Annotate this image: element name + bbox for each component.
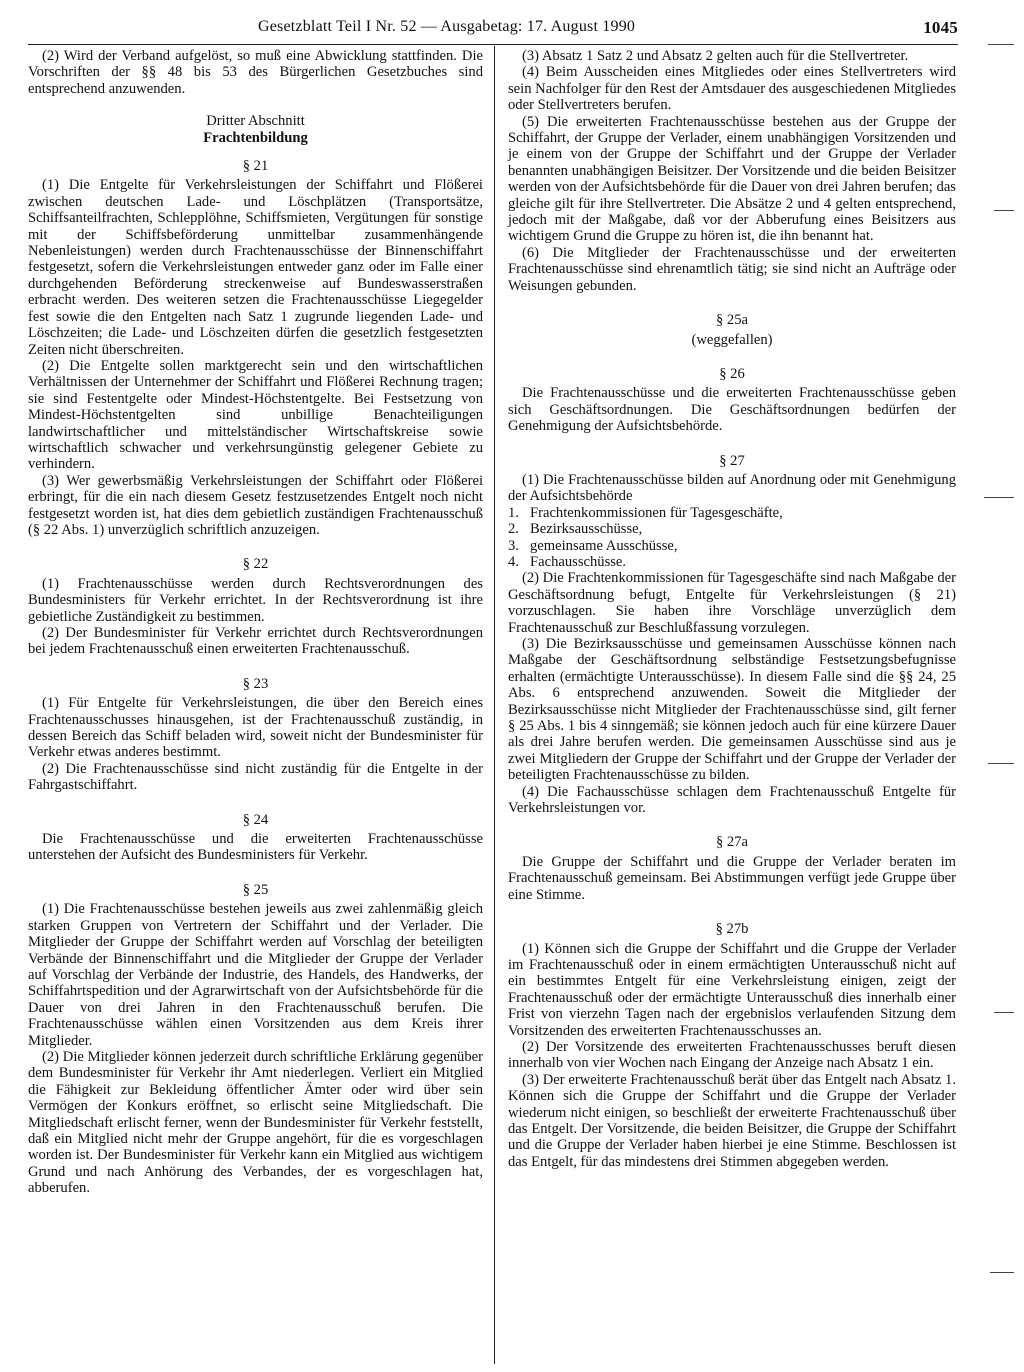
s25-paragraph-1: (1) Die Frachtenausschüsse bestehen jeweils aus zwei zahlenmäßig gleich starken Gruppen von Vertretern der Schiffahrt und der Verlader. Die Mitglieder der Gruppe der Schiffahrt werden auf Vorschlag der beteiligten Verbände der Binnenschiffahrt und die Mitglieder der Gruppe der Verlader auf Vorschlag der Verbände der Industrie, des Handels, des Handwerks, der Schiffahrtspedition und der Agrarwirtschaft von der Aufsichtsbehörde für die Dauer von drei Jahren in den Frachtenausschuß berufen. Die Frachtenausschüsse wählen einen Vorsitzenden aus dem Kreis ihrer Mitglieder. xyxy=(28,901,483,1049)
section-title-25a: § 25a xyxy=(715,312,749,329)
chapter-label: Dritter Abschnitt xyxy=(206,113,305,130)
right-column xyxy=(508,48,956,1170)
margin-mark xyxy=(990,1272,1014,1273)
s27a-paragraph-1: Die Gruppe der Schiffahrt und die Gruppe der Verlader beraten im Frachtenausschuß gemeinsam. Bei Abstimmungen verfügt jede Gruppe über eine Stimme. xyxy=(508,853,956,903)
margin-mark xyxy=(988,44,1014,45)
s27b-paragraph-2: (2) Der Vorsitzende des erweiterten Frachtenausschusses beruft diesen innerhalb von vier Wochen nach Eingang der Anzeige nach Absatz 1 ein. xyxy=(508,1038,956,1072)
margin-mark xyxy=(994,210,1014,211)
section-title-23: § 23 xyxy=(242,675,269,692)
s21-paragraph-2: (2) Die Entgelte sollen marktgerecht sein und den wirtschaftlichen Verhältnissen der Unternehmer der Schiffahrt und Flößerei Rechnung tragen; sie sind Festentgelte oder Mindest-Höchstentgelte. Bei Festsetzung von Mindest-Höchstentgelten sind unbillige Benachteiligungen landwirtschaftlicher und mittelständischer Wirtschaftskreise sowie wirtschaftlich schwacher und verkehrsungünstig gelegener Gebiete zu verhindern. xyxy=(28,357,483,473)
list-item: 3. gemeinsame Ausschüsse, xyxy=(508,537,678,554)
paragraph-abwicklung: (2) Wird der Verband aufgelöst, so muß eine Abwicklung stattfinden. Die Vorschriften der §§ 48 bis 53 des Bürgerlichen Gesetzbuches sind entsprechend anzuwenden. xyxy=(28,48,483,97)
s22-paragraph-2: (2) Der Bundesminister für Verkehr errichtet durch Rechtsverordnungen bei jedem Frachtenausschuß einen erweiterten Frachtenausschuß. xyxy=(28,625,483,658)
s22-paragraph-1: (1) Frachtenausschüsse werden durch Rechtsverordnungen des Bundesministers für Verkehr errichtet. In der Rechtsverordnung ist ihre gebietliche Zuständigkeit zu bestimmen. xyxy=(28,575,483,625)
s21-paragraph-3: (3) Wer gewerbsmäßig Verkehrsleistungen der Schiffahrt oder Flößerei erbringt, für die ein nach diesem Gesetz festzusetzendes Entgelt noch nicht festgesetzt worden ist, hat dies dem gebietlich zuständigen Frachtenausschuß (§ 22 Abs. 1) unverzüglich schriftlich anzuzeigen. xyxy=(28,472,483,538)
s27-paragraph-1: (1) Die Frachtenausschüsse bilden auf Anordnung oder mit Genehmigung der Aufsichtsbehörde xyxy=(508,471,956,505)
s21-paragraph-1: (1) Die Entgelte für Verkehrsleistungen der Schiffahrt und Flößerei zwischen deutschen Lade- und Löschplätzen (Transportsätze, Schiffsanteilfrachten, Schlepplöhne, Schiffsmieten, Vergütungen für sonstige mit der Schiffsbeförderung unmittelbar zusammenhängende Nebenleistungen) werden durch Frachtenausschüsse der Binnenschiffahrt festgesetzt, sofern die Verkehrsleistungen entweder ganz oder im Falle einer durchgehenden Beförderung streckenweise auf Bundeswasserstraßen erbracht werden. Des weiteren setzen die Frachtenausschüsse Liegegelder fest sowie die den Entgelten nach Satz 1 zugrunde liegenden Lade- und Löschzeiten; die Lade- und Löschzeiten dürfen die gesetzlich festgesetzten Zeiten nicht überschreiten. xyxy=(28,177,483,358)
s27-paragraph-4: (4) Die Fachausschüsse schlagen dem Frachtenausschuß Entgelte für Verkehrsleistungen vor. xyxy=(508,783,956,817)
s24-paragraph-1: Die Frachtenausschüsse und die erweiterten Frachtenausschüsse unterstehen der Aufsicht des Bundesministers für Verkehr. xyxy=(28,831,483,864)
s25-paragraph-6: (6) Die Mitglieder der Frachtenausschüsse und der erweiterten Frachtenausschüsse sind ehrenamtlich tätig; sie sind nicht an Aufträge oder Weisungen gebunden. xyxy=(508,244,956,294)
s25-paragraph-4: (4) Beim Ausscheiden eines Mitgliedes oder eines Stellvertreters wird sein Nachfolger für den Rest der Amtsdauer des ausgeschiedenen Mitgliedes oder Stellvertreters berufen. xyxy=(508,64,956,114)
s27-paragraph-3: (3) Die Bezirksausschüsse und gemeinsamen Ausschüsse können nach Maßgabe der Geschäftsordnung selbständige Festsetzungsbefugnisse erhalten (ermächtigte Unterausschüsse). In diesem Falle sind die §§ 24, 25 Abs. 6 entsprechend anzuwenden. Soweit die Mitglieder der Bezirksausschüsse nicht Mitglieder der Frachtenausschüsse sind, gilt ferner § 25 Abs. 1 bis 4 sinngemäß; sie können jedoch auch für eine kürzere Dauer als drei Jahre berufen werden. Die gemeinsamen Ausschüsse sind aus je zwei Mitgliedern der Gruppe der Schiffahrt und der Gruppe der Verlader der beteiligten Frachtenausschüsse zu bilden. xyxy=(508,636,956,784)
s27-paragraph-2: (2) Die Frachtenkommissionen für Tagesgeschäfte sind nach Maßgabe der Geschäftsordnung befugt, Entgelte für Verkehrsleistungen (§ 21) vorzuschlagen. Sie haben ihre Vorschläge unverzüglich dem Frachtenausschuß zur Beschlußfassung vorzulegen. xyxy=(508,570,956,636)
s27-list xyxy=(508,505,956,571)
s23-paragraph-1: (1) Für Entgelte für Verkehrsleistungen, die über den Bereich eines Frachtenausschusses hinausgehen, ist der Frachtenausschuß zuständig, in dessen Bereich das Schiff beladen wird, soweit nicht der Bundesminister für Verkehr etwas anderes bestimmt. xyxy=(28,695,483,761)
s26-paragraph-1: Die Frachtenausschüsse und die erweiterten Frachtenausschüsse geben sich Geschäftsordnungen. Die Geschäftsordnungen bedürfen der Genehmigung der Aufsichtsbehörde. xyxy=(508,385,956,435)
section-title-21: § 21 xyxy=(242,158,269,175)
header-rule xyxy=(28,44,958,45)
list-item: 2. Bezirksausschüsse, xyxy=(508,521,643,538)
section-title-27a: § 27a xyxy=(715,834,749,851)
left-column xyxy=(28,48,483,1197)
s25-paragraph-5: (5) Die erweiterten Frachtenausschüsse bestehen aus der Gruppe der Schiffahrt, der Gruppe der Verlader, einem unabhängigen Vorsitzenden und je einem von der Gruppe der Schiffahrt und der Gruppe der Verlader benannten unabhängigen Beisitzer. Der Vorsitzende und die beiden Beisitzer werden von der Aufsichtsbehörde für die Dauer von drei Jahren berufen; das gleiche gilt für ihre Stellvertreter. Die Absätze 2 und 4 gelten entsprechend, jedoch mit der Maßgabe, daß vor der Abberufung eines Beisitzers aus wichtigem Grund die Gruppe zu hören ist, die ihn benannt hat. xyxy=(508,113,956,245)
margin-mark xyxy=(984,497,1014,498)
margin-mark xyxy=(988,763,1014,764)
list-item: 1. Frachtenkommissionen für Tagesgeschäfte, xyxy=(508,504,783,521)
section-title-27b: § 27b xyxy=(715,921,749,938)
section-title-22: § 22 xyxy=(242,556,269,573)
s25-paragraph-2: (2) Die Mitglieder können jederzeit durch schriftliche Erklärung gegenüber dem Bundesminister für Verkehr ihr Amt niederlegen. Verliert ein Mitglied die Fähigkeit zur Bekleidung öffentlicher Ämter oder wird über sein Vermögen der Konkurs eröffnet, so erlischt seine Mitgliedschaft. Die Mitgliedschaft erlischt ferner, wenn der Bundesminister für Verkehr feststellt, daß ein Mitglied nicht mehr der Gruppe angehört, für die es vorgeschlagen worden ist. Der Bundesminister für Verkehr kann ein Mitglied aus wichtigem Grund und nach Anhörung des Verbandes, der es vorgeschlagen hat, abberufen. xyxy=(28,1048,483,1197)
margin-mark xyxy=(994,1012,1014,1013)
list-item: 4. Fachausschüsse. xyxy=(508,553,627,570)
header-title: Gesetzblatt Teil I Nr. 52 — Ausgabetag: 17. August 1990 xyxy=(258,18,636,35)
section-title-26: § 26 xyxy=(719,365,745,382)
section-title-24: § 24 xyxy=(242,811,269,828)
section-title-25: § 25 xyxy=(242,881,269,898)
chapter-title: Frachtenbildung xyxy=(203,129,308,146)
s27b-paragraph-3: (3) Der erweiterte Frachtenausschuß berät über das Entgelt nach Absatz 1. Können sich die Gruppe der Schiffahrt und die Gruppe der Verlader wiederum nicht einigen, so beschließt der erweiterte Frachtenausschuß über das Entgelt. Der Vorsitzende, die beiden Beisitzer, die Gruppe der Schiffahrt und die Gruppe der Verlader haben hierbei je eine Stimme. Beschlossen ist das Entgelt, für das mindestens drei Stimmen abgegeben werden. xyxy=(508,1071,956,1170)
s27b-paragraph-1: (1) Können sich die Gruppe der Schiffahrt und die Gruppe der Verlader im Frachtenausschuß oder in einem ermächtigten Unterausschuß nicht auf ein bestimmtes Entgelt für eine Verkehrsleistung einigen, zeigt der Frachtenausschuß oder der ermächtigte Unterausschuß dies innerhalb einer Frist von vierzehn Tagen nach der ergebnislos verlaufenden Sitzung dem Vorsitzenden des erweiterten Frachtenausschusses an. xyxy=(508,940,956,1039)
column-divider xyxy=(494,46,495,1364)
page-header xyxy=(258,18,958,36)
s25-paragraph-3: (3) Absatz 1 Satz 2 und Absatz 2 gelten auch für die Stellvertreter. xyxy=(522,48,909,64)
s23-paragraph-2: (2) Die Frachtenausschüsse sind nicht zuständig für die Entgelte in der Fahrgastschiffahrt. xyxy=(28,760,483,794)
s25a-note: (weggefallen) xyxy=(691,331,773,348)
section-title-27: § 27 xyxy=(719,452,745,469)
chapter-heading xyxy=(28,113,483,146)
page-number: 1045 xyxy=(923,18,958,37)
